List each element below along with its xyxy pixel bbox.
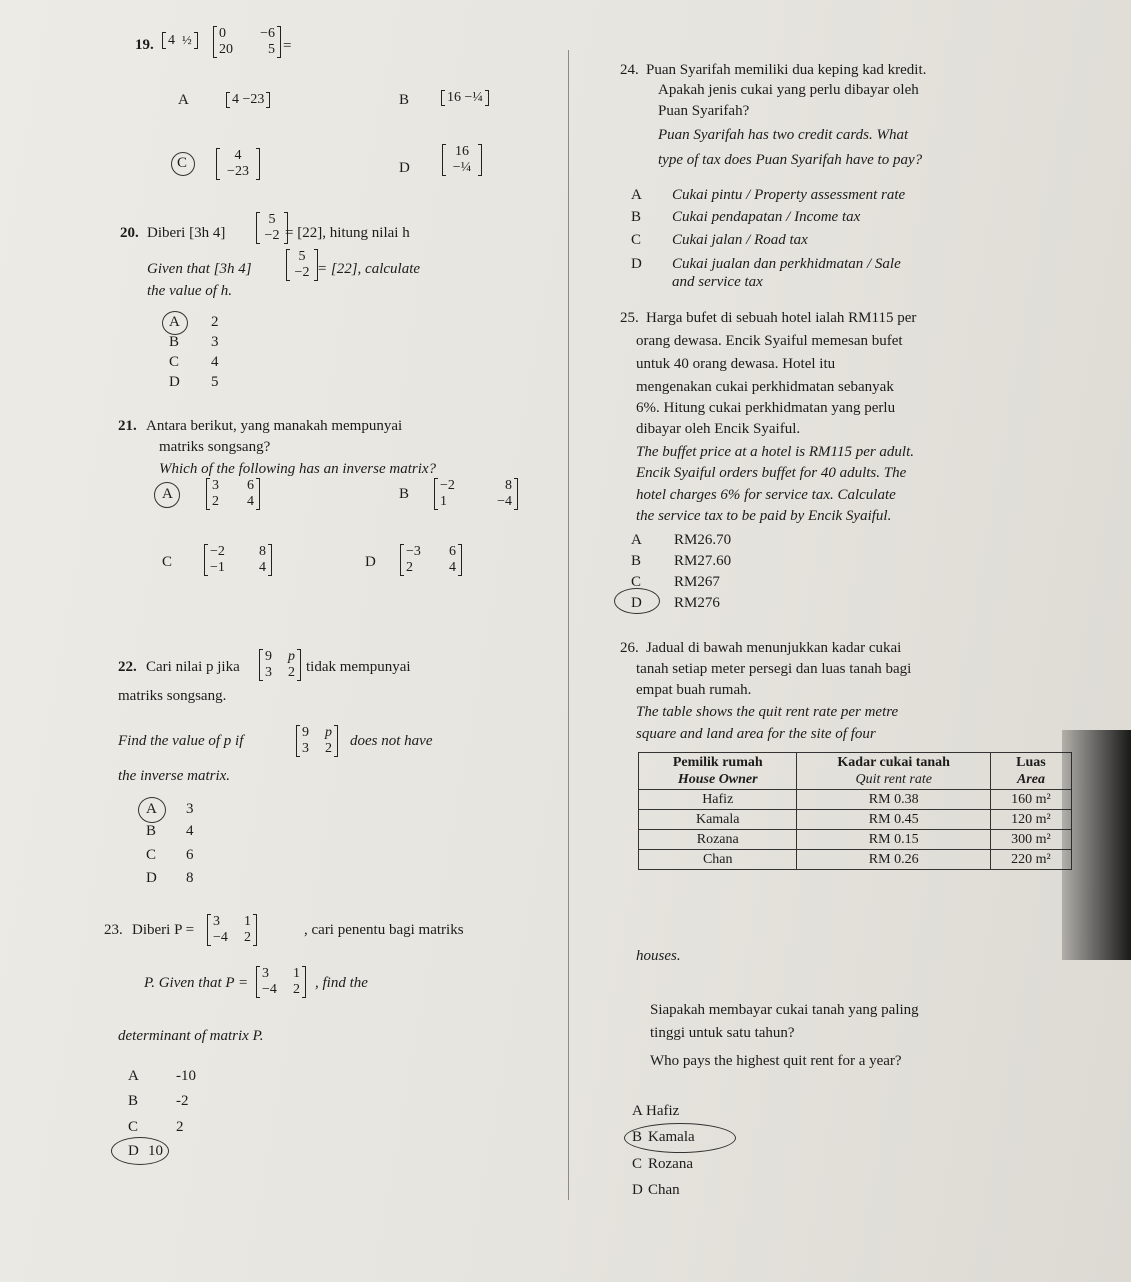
q23-option-a-letter[interactable]: A [128, 1068, 139, 1084]
table-row: Rozana RM 0.15 300 m² [639, 830, 1072, 850]
q21-option-a-matrix[interactable]: 3 6 2 4 [206, 478, 260, 510]
q26-malay-line: tanah setiap meter persegi dan luas tanah bagi [636, 661, 912, 677]
q24-option-b-letter[interactable]: B [631, 209, 642, 225]
q20-vector-malay: 5 −2 [256, 212, 288, 244]
q24-option-b[interactable]: Cukai pendapatan / Income tax [672, 209, 861, 225]
photo-shadow [1062, 730, 1131, 960]
q19-option-d[interactable]: 16 −¼ [442, 144, 482, 176]
q22-option-d-letter[interactable]: D [146, 870, 157, 886]
q24-option-a[interactable]: Cukai pintu / Property assessment rate [672, 187, 906, 203]
q22-english-stem: Find the value of p if [118, 733, 244, 749]
q20-number: 20. [120, 225, 139, 241]
q25-option-a[interactable]: RM26.70 [674, 532, 732, 548]
header-area: Luas Area [990, 753, 1071, 790]
q26-malay-question-line2: tinggi untuk satu tahun? [650, 1025, 795, 1041]
q21-option-a-letter[interactable]: A [162, 486, 173, 502]
q25-malay-line: dibayar oleh Encik Syaiful. [636, 421, 801, 437]
q23-option-c[interactable]: 2 [176, 1119, 184, 1135]
q25-malay-line: mengenakan cukai perkhidmatan sebanyak [636, 379, 894, 395]
q26-option-b-letter[interactable]: B [632, 1129, 643, 1145]
q21-option-d-matrix[interactable]: −3 6 2 4 [400, 544, 462, 576]
q26-option-b[interactable]: Kamala [648, 1129, 695, 1145]
q20-malay-tail: = [22], hitung nilai h [285, 225, 410, 241]
q19-matrix: 0 −6 20 5 [213, 26, 281, 58]
q22-option-a[interactable]: 3 [186, 801, 194, 817]
q22-number: 22. [118, 659, 137, 675]
q21-english-stem: Which of the following has an inverse matrix? [159, 461, 437, 477]
q22-english-tail: does not have [350, 733, 433, 749]
q19-number: 19. [135, 37, 154, 53]
q20-option-c-letter[interactable]: C [169, 354, 180, 370]
q24-option-c-letter[interactable]: C [631, 232, 642, 248]
q26-malay-line: Jadual di bawah menunjukkan kadar cukai [646, 640, 902, 656]
q23-option-d[interactable]: 10 [148, 1143, 163, 1159]
q26-malay-question: Siapakah membayar cukai tanah yang paling [650, 1002, 919, 1018]
q25-malay-line: 6%. Hitung cukai perkhidmatan yang perlu [636, 400, 896, 416]
q20-option-a[interactable]: 2 [211, 314, 219, 330]
q25-option-d[interactable]: RM276 [674, 595, 720, 611]
table-row: Kamala RM 0.45 120 m² [639, 810, 1072, 830]
q23-english-line2: determinant of matrix P. [118, 1028, 264, 1044]
q19-option-a-letter[interactable]: A [178, 92, 189, 108]
q19-option-d-letter[interactable]: D [399, 160, 410, 176]
q22-option-d[interactable]: 8 [186, 870, 194, 886]
q26-english-line: houses. [636, 948, 681, 964]
q23-option-a[interactable]: -10 [176, 1068, 196, 1084]
header-rate: Kadar cukai tanah Quit rent rate [797, 753, 990, 790]
q19-option-a[interactable]: 4 −23 [226, 92, 270, 108]
q19-equals: = [283, 38, 292, 54]
q20-option-d-letter[interactable]: D [169, 374, 180, 390]
q20-option-b[interactable]: 3 [211, 334, 219, 350]
q26-option-d-letter[interactable]: D [632, 1182, 643, 1198]
q25-malay-line: orang dewasa. Encik Syaiful memesan bufet [636, 333, 903, 349]
q20-option-c[interactable]: 4 [211, 354, 219, 370]
q21-option-c-matrix[interactable]: −2 8 −1 4 [204, 544, 272, 576]
q25-option-b-letter[interactable]: B [631, 553, 642, 569]
q25-malay-line: untuk 40 orang dewasa. Hotel itu [636, 356, 836, 372]
q23-malay-tail: , cari penentu bagi matriks [304, 922, 464, 938]
q24-option-d[interactable]: Cukai jualan dan perkhidmatan / Sale [672, 256, 901, 272]
q26-number: 26. [620, 640, 639, 656]
q25-english-line: the service tax to be paid by Encik Syaiful. [636, 508, 892, 524]
q26-option-a[interactable]: Hafiz [646, 1103, 680, 1119]
q23-option-c-letter[interactable]: C [128, 1119, 139, 1135]
q25-option-c[interactable]: RM267 [674, 574, 720, 590]
q25-english-line: Encik Syaiful orders buffet for 40 adults. The [636, 465, 907, 481]
q20-english-line2: the value of h. [147, 283, 232, 299]
q20-english-stem: Given that [3h 4] [147, 261, 252, 277]
q22-option-c[interactable]: 6 [186, 847, 194, 863]
q22-option-a-letter[interactable]: A [146, 801, 157, 817]
q26-option-a-letter[interactable]: A [632, 1103, 643, 1119]
q21-option-b-letter[interactable]: B [399, 486, 410, 502]
q24-number: 24. [620, 62, 639, 78]
q24-english-line1: Puan Syarifah has two credit cards. What [658, 127, 909, 143]
q26-option-c[interactable]: Rozana [648, 1156, 693, 1172]
q19-option-b[interactable]: 16 −¼ [441, 90, 489, 106]
q21-option-c-letter[interactable]: C [162, 554, 173, 570]
q24-malay-line2: Apakah jenis cukai yang perlu dibayar oleh [658, 82, 919, 98]
q23-matrix-malay: 3 1 −4 2 [207, 914, 257, 946]
q20-malay-stem: Diberi [3h 4] [147, 225, 226, 241]
q26-english-question: Who pays the highest quit rent for a year? [650, 1053, 902, 1069]
q24-english-line2: type of tax does Puan Syarifah have to pay? [658, 152, 923, 168]
q25-option-b[interactable]: RM27.60 [674, 553, 732, 569]
q25-option-d-letter[interactable]: D [631, 595, 642, 611]
q20-option-b-letter[interactable]: B [169, 334, 180, 350]
q22-malay-tail: tidak mempunyai [306, 659, 411, 675]
q20-option-a-letter[interactable]: A [169, 314, 180, 330]
q20-english-tail: = [22], calculate [317, 261, 421, 277]
q23-malay-stem: Diberi P = [132, 922, 195, 938]
q26-english-line: square and land area for the site of four [636, 726, 876, 742]
q21-option-b-matrix[interactable]: −2 8 1 −4 [434, 478, 518, 510]
q19-option-c[interactable]: 4 −23 [216, 148, 260, 180]
header-owner: Pemilik rumah House Owner [639, 753, 797, 790]
q23-matrix-english: 3 1 −4 2 [256, 966, 306, 998]
q22-matrix-malay: 9 p 3 2 [259, 649, 301, 681]
q24-malay-line1: Puan Syarifah memiliki dua keping kad kredit. [646, 62, 927, 78]
quit-rent-table [638, 752, 1072, 870]
q25-number: 25. [620, 310, 639, 326]
q20-vector-english: 5 −2 [286, 249, 318, 281]
q23-number: 23. [104, 922, 123, 938]
q24-malay-line3: Puan Syarifah? [658, 103, 750, 119]
table-row: Chan RM 0.26 220 m² [639, 850, 1072, 870]
q21-malay-line2: matriks songsang? [159, 439, 271, 455]
q22-option-b[interactable]: 4 [186, 823, 194, 839]
q25-malay-line: Harga bufet di sebuah hotel ialah RM115 per [646, 310, 917, 326]
q25-english-line: hotel charges 6% for service tax. Calculate [636, 487, 896, 503]
q23-english-tail: , find the [315, 975, 368, 991]
q20-option-d[interactable]: 5 [211, 374, 219, 390]
q25-english-line: The buffet price at a hotel is RM115 per adult. [636, 444, 915, 460]
q24-option-d-letter[interactable]: D [631, 256, 642, 272]
q26-malay-line: empat buah rumah. [636, 682, 752, 698]
q22-matrix-english: 9 p 3 2 [296, 725, 338, 757]
q21-number: 21. [118, 418, 137, 434]
table-header-row [639, 753, 1072, 790]
q23-option-d-letter[interactable]: D [128, 1143, 139, 1159]
q26-option-d[interactable]: Chan [648, 1182, 680, 1198]
q21-option-d-letter[interactable]: D [365, 554, 376, 570]
q24-option-a-letter[interactable]: A [631, 187, 642, 203]
q25-option-c-letter[interactable]: C [631, 574, 642, 590]
q24-option-d-line2: and service tax [672, 274, 763, 290]
q23-option-b-letter[interactable]: B [128, 1093, 139, 1109]
q24-option-c[interactable]: Cukai jalan / Road tax [672, 232, 808, 248]
q26-option-c-letter[interactable]: C [632, 1156, 643, 1172]
q19-option-b-letter[interactable]: B [399, 92, 410, 108]
column-divider [568, 50, 569, 1200]
q22-option-c-letter[interactable]: C [146, 847, 157, 863]
q26-english-line: The table shows the quit rent rate per metre [636, 704, 899, 720]
q22-malay-line2: matriks songsang. [118, 688, 227, 704]
q22-malay-stem: Cari nilai p jika [146, 659, 240, 675]
q22-option-b-letter[interactable]: B [146, 823, 157, 839]
table-row: Hafiz RM 0.38 160 m² [639, 790, 1072, 810]
q19-row-matrix: 4 ½ [162, 32, 198, 49]
q19-option-c-letter[interactable]: C [177, 155, 188, 171]
q22-english-line2: the inverse matrix. [118, 768, 231, 784]
q25-option-a-letter[interactable]: A [631, 532, 642, 548]
q23-option-b[interactable]: -2 [176, 1093, 189, 1109]
q21-malay-stem: Antara berikut, yang manakah mempunyai [146, 418, 403, 434]
q23-english-stem: P. Given that P = [144, 975, 249, 991]
